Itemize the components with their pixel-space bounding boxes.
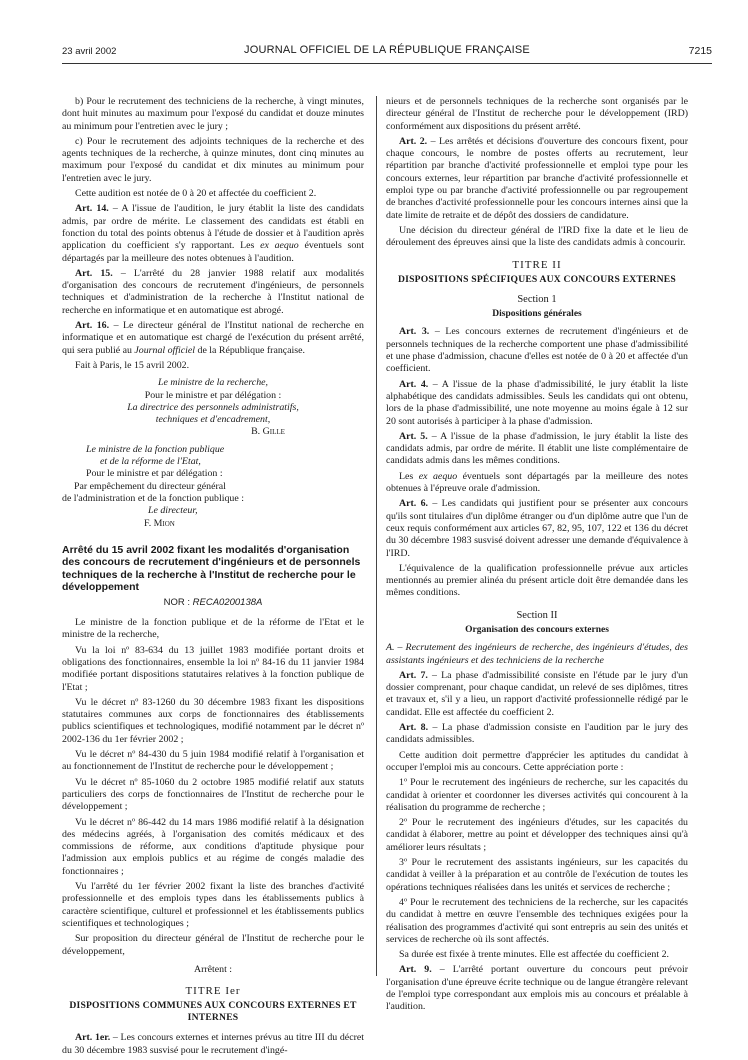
article-2: Art. 2. – Les arrêtés et décisions d'ouverture des concours fixent, pour chaque concours, le nombre de postes offerts au recrutement, leur répartition par branche d'activité professionnelle et emploi type pour les concours externes, leur répartition par branche d'activité professionnelle et emploi type ou par branche d'activité professionnelle ou par regroupement de branches d'activité professionnelle pour les concours internes ainsi que la date limite de retraite et de dépôt des dossiers de candidature. [386,135,688,221]
paragraph: Une décision du directeur général de l'IRD fixe la date et le lieu de déroulement des épreuves ainsi que la liste des candidats admis à concourir. [386,224,688,249]
article-label: Art. 3. [399,326,430,338]
section-heading: Section II [516,609,558,621]
paragraph: Sa durée est fixée à trente minutes. Elle est affectée du coefficient 2. [399,949,669,961]
paragraph: b) Pour le recrutement des techniciens de la recherche, à vingt minutes, dont huit minutes au maximum pour l'exposé du candidat et douze minutes au minimum pour l'entretien avec le jury ; [62,96,364,132]
article-15: Art. 15. – L'arrêté du 28 janvier 1988 relatif aux modalités d'organisation des concours de recrutement d'ingénieurs, de personnels techniques et d'administration de la recherche à l'Institut national de recherche en informatique et en automatique est abrogé. [62,267,364,316]
article-label: Art. 5. [399,430,428,442]
signature-date: Fait à Paris, le 15 avril 2002. [75,359,190,371]
column-divider [376,96,377,976]
page-header [62,44,712,60]
list-item: 3º Pour le recrutement des assistants ingénieurs, sur les capacités du candidat à veiller à la préparation et au contrôle de l'exécution de toutes les opérations techniques réalisées dans les unités et services de recherche ; [386,857,688,893]
article-3: Art. 3. – Les concours externes de recrutement d'ingénieurs et de personnels techniques de la recherche comportent une phase d'admissibilité et une phase d'admission, chacune d'elles est notée de 0 à 20 et affectée d'un coefficient. [386,326,688,375]
list-item: 4º Pour le recrutement des techniciens de la recherche, sur les capacités du candidat à mettre en œuvre l'ensemble des techniques exigées pour la réalisation des programmes d'activité qui sont entrepris au sein des unités et services de recherche où ils sont affectés. [386,896,688,945]
arrete-title: Arrêté du 15 avril 2002 fixant les modalités d'organisation des concours de recrutement d'ingénieurs et de personnels techniques de la recherche à l'Institut de recherche pour le développement [62,543,361,594]
article-label: Art. 4. [399,378,429,390]
section-subheading: Organisation des concours externes [465,624,609,635]
nor-reference: NOR : RECA0200138A [163,596,263,608]
visa: Vu le décret nº 85-1060 du 2 octobre 1985 modifié relatif aux statuts particuliers des corps de fonctionnaires de l'Institut de recherche pour le développement ; [62,776,364,813]
titre-subheading: DISPOSITIONS SPÉCIFIQUES AUX CONCOURS EXTERNES [398,273,676,285]
page-number: 7215 [688,45,712,57]
paragraph: Le ministre de la fonction publique et de la réforme de l'Etat et le ministre de la recherche, [62,617,364,641]
visa: Vu la loi nº 83-634 du 13 juillet 1983 modifiée portant droits et obligations des fonctionnaires, ensemble la loi nº 84-16 du 11 janvier 1984 modifiée portant dispositions statutaires relatives à la fonction publique de l'Etat ; [62,644,364,693]
signatory-name: F. Mion [144,517,175,529]
paragraph: Cette audition doit permettre d'apprécier les aptitudes du candidat à occuper l'emploi mis au concours. Cette appréciation porte : [386,749,688,773]
article-16: Art. 16. – Le directeur général de l'Institut national de recherche en informatique et en automatique est chargé de l'exécution du présent arrêté, qui sera publié au Journal officiel de la République française. [62,320,364,356]
paragraph: Cette audition est notée de 0 à 20 et affectée du coefficient 2. [75,188,317,200]
section-heading: Section 1 [517,293,557,305]
article-label: Art. 9. [399,964,432,976]
journal-title: JOURNAL OFFICIEL DE LA RÉPUBLIQUE FRANÇAISE [244,44,530,56]
titre-heading: TITRE Ier [185,985,241,998]
signature-block-fonction-publique: Le ministre de la fonction publique et de la réforme de l'Etat, Pour le ministre et par délégation : Par empêchement du directeur général de l'administration et de la fonction publique : Le directeur, F. Mion [62,444,364,530]
signature-block-recherche: Le ministre de la recherche, Pour le ministre et par délégation : La directrice des personnels administratifs, techniques et d'encadrement, B. Gille [62,377,364,438]
titre-heading: TITRE II [512,258,562,271]
article-7: Art. 7. – La phase d'admissibilité consiste en l'étude par le jury d'un dossier comprenant, pour chaque candidat, un relevé de ses diplômes, titres et travaux et, s'il y a lieu, un rapport d'activité professionnelle rédigé par le candidat. Elle est affectée du coefficient 2. [386,669,688,718]
titre-subheading: DISPOSITIONS COMMUNES AUX CONCOURS EXTERNES ET INTERNES [69,1000,357,1024]
article-4: Art. 4. – A l'issue de la phase d'admissibilité, le jury établit la liste alphabétique des candidats admissibles. Seuls les candidats qui ont obtenu, lors de la phase d'admissibilité, une note moyenne au moins égale à 12 sur 20 sont autorisés à participer à la phase d'admission. [386,378,688,427]
paragraph: Les ex aequo éventuels sont départagés par la meilleure des notes obtenues à l'épreuve orale d'admission. [386,470,688,495]
visa: Sur proposition du directeur général de l'Institut de recherche pour le développement, [62,933,364,957]
article-6: Art. 6. – Les candidats qui justifient pour se présenter aux concours qu'ils sont titulaires d'un diplôme étranger ou d'un diplôme autre que l'un de ceux requis conformément aux articles 67, 82, 95, 107, 122 et 136 du décret du 30 décembre 1983 susvisé doivent adresser une demande d'équivalence à l'IRD. [386,498,688,559]
list-item: 2º Pour le recrutement des ingénieurs d'études, sur les capacités du candidat à élaborer, mettre au point et développer des techniques ainsi qu'à améliorer leurs résultats ; [386,817,688,853]
article-8: Art. 8. – La phase d'admission consiste en l'audition par le jury des candidats admissibles. [386,722,688,746]
article-label: Art. 15. [75,267,113,279]
visa: Vu l'arrêté du 1er février 2002 fixant la liste des branches d'activité professionnelle et des emplois types dans les établissements publics à caractère scientifique, culturel et professionnel et les établissements publics scientifiques et technologiques ; [62,881,364,929]
article-label: Art. 6. [399,498,429,510]
article-1: Art. 1er. – Les concours externes et internes prévus au titre III du décret du 30 décembre 1983 susvisé pour le recrutement d'ingé- [62,1032,364,1056]
article-label: Art. 14. [75,203,109,215]
paragraph: nieurs et de personnels techniques de la recherche sont organisés par le directeur général de l'Institut de recherche pour le développement (IRD) conformément aux dispositions du présent arrêté. [386,96,688,132]
section-subheading: Dispositions générales [492,309,582,320]
article-label: Art. 2. [399,135,428,147]
arretent: Arrêtent : [193,963,233,975]
article-label: Art. 7. [399,669,428,681]
issue-date: 23 avril 2002 [62,46,117,57]
visa: Vu le décret nº 84-430 du 5 juin 1984 modifié relatif à l'organisation et au fonctionnement de l'Institut de recherche pour le développement ; [62,749,364,773]
article-9: Art. 9. – L'arrêté portant ouverture du concours peut prévoir l'organisation d'une épreuve écrite technique ou de langue étrangère relevant de l'emploi type correspondant aux emplois mis au concours et préalable à l'audition. [386,964,688,1013]
right-column [386,96,688,1017]
subsection-heading: A. – Recrutement des ingénieurs de recherche, des ingénieurs d'études, des assistants ingénieurs et des techniciens de la recherche [386,642,688,666]
paragraph: L'équivalence de la qualification professionnelle prévue aux articles mentionnés au premier alinéa du présent article doit être demandée dans les mêmes conditions. [386,562,688,599]
article-14: Art. 14. – A l'issue de l'audition, le jury établit la liste des candidats admis, par ordre de mérite. Le classement des candidats est établi en fonction du total des points obtenus à l'étude de dossier et à l'audition après application du coefficient s'y rapportant. Les ex aequo éventuels sont départagés par la meilleure des notes obtenues à l'audition. [62,203,364,264]
visa: Vu le décret nº 86-442 du 14 mars 1986 modifié relatif à la désignation des médecins agréés, à l'organisation des comités médicaux et des commissions de réforme, aux conditions d'aptitude physique pour l'admission aux emplois publics et au régime de congés maladie des fonctionnaires ; [62,816,364,877]
article-label: Art. 1er. [75,1032,111,1044]
signatory-name: B. Gille [251,426,285,438]
left-column [62,96,364,1060]
list-item: 1º Pour le recrutement des ingénieurs de recherche, sur les capacités du candidat à orienter et coordonner les diverses activités qui concourent à la réalisation du programme de recherche ; [386,777,688,813]
paragraph: c) Pour le recrutement des adjoints techniques de la recherche et des agents techniques de la recherche, à quinze minutes, dont cinq minutes au maximum pour l'exposé du candidat et dix minutes au minimum pour l'entretien avec le jury. [62,135,364,184]
article-5: Art. 5. – A l'issue de la phase d'admission, le jury établit la liste des candidats admis, par ordre de mérite. Il établit une liste complémentaire de candidats admis dans les mêmes conditions. [386,430,688,467]
article-label: Art. 16. [75,320,110,332]
article-label: Art. 8. [399,722,429,734]
header-rule [62,63,712,64]
visa: Vu le décret nº 83-1260 du 30 décembre 1983 fixant les dispositions statutaires communes aux corps de fonctionnaires des établissements publics scientifiques et technologiques, modifié notamment par le décret nº 2002-136 du 1er février 2002 ; [62,696,364,745]
